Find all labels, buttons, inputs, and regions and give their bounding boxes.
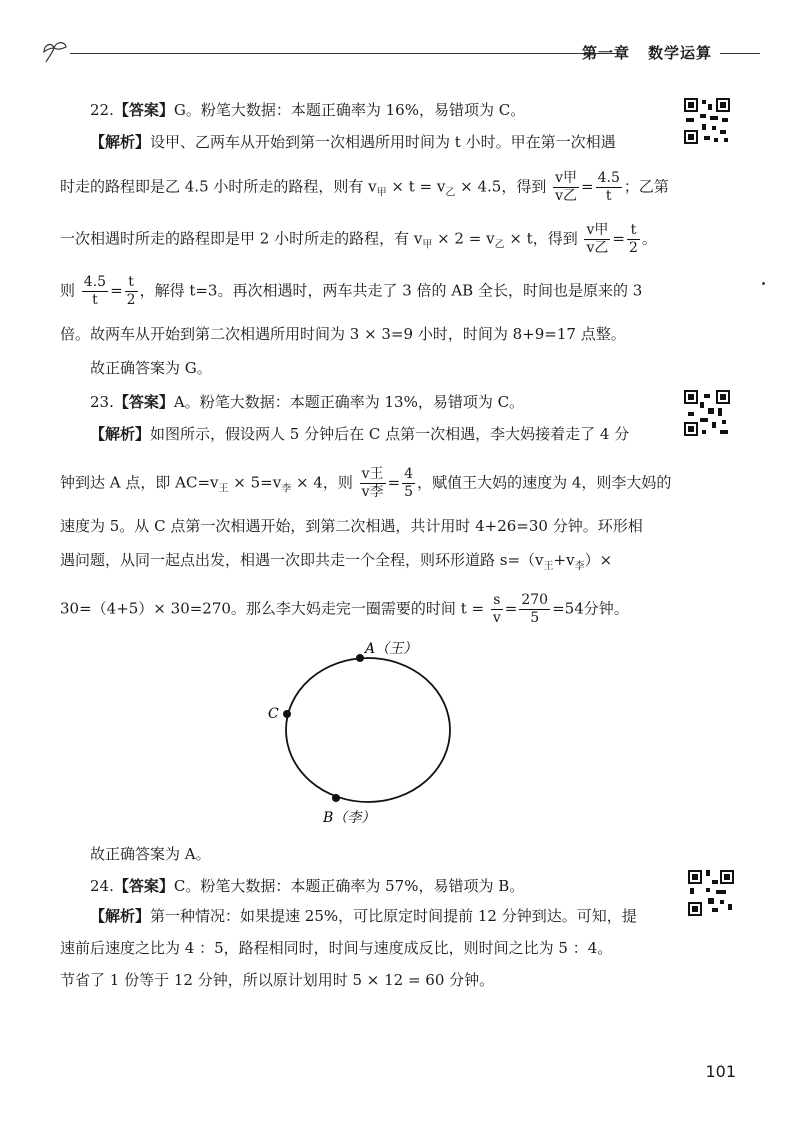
q23-analysis-line-2: 钟到达 A 点，即 $AC=v_王 \times 5=v_李 \times 4$，则 $\frac{\text{v王}}{\text{v李}}$ = $\frac{4}{5}$ ，赋值王大妈的速度为 4，则李大妈的 — [60, 466, 672, 500]
qr-code-q23[interactable] — [682, 388, 732, 438]
circular-track-diagram — [265, 640, 465, 830]
q24-analysis-line-3: 节省了 1 份等于 12 分钟，所以原计划用时 5 × 12 = 60 分钟。 — [60, 971, 495, 989]
point-c — [283, 710, 291, 718]
fraction: $\frac{270}{5}$ — [521, 592, 549, 626]
page-number: 101 — [705, 1062, 736, 1081]
q23-analysis-line-1: 【解析】如图所示，假设两人 5 分钟后在 C 点第一次相遇，李大妈接着走了 4 分 — [90, 425, 630, 443]
label-c: C — [268, 706, 279, 722]
point-a — [356, 654, 364, 662]
q23-analysis-line-5: 30=（4+5）× 30=270。那么李大妈走完一圈需要的时间 t = $\frac{s}{v}$ = $\frac{270}{5}$ =54分钟。 — [60, 592, 629, 626]
q22-analysis-line-5: 倍。故两车从开始到第二次相遇所用时间为 3 × 3=9 小时，时间为 8+9=17 点整。 — [60, 325, 626, 343]
q24-answer: 24.【答案】C。粉笔大数据：本题正确率为 57%，易错项为 B。 — [90, 877, 525, 895]
q23-analysis-line-4: 遇问题，从同一起点出发，相遇一次即共走一个全程，则环形道路 $s=(v_王+v_李)\times$ — [60, 551, 613, 572]
q23-conclusion: 故正确答案为 A。 — [90, 845, 211, 863]
q22-conclusion: 故正确答案为 G。 — [90, 359, 212, 377]
q23-answer: 23.【答案】A。粉笔大数据：本题正确率为 13%，易错项为 C。 — [90, 393, 525, 411]
label-a: A（王） — [365, 641, 418, 657]
q24-analysis-line-2: 速前后速度之比为 4 ：5，路程相同时，时间与速度成反比，则时间之比为 5 ：4。 — [60, 939, 613, 957]
header-rule — [70, 53, 620, 54]
fraction: $\frac{4.5}{t}$ — [83, 274, 107, 308]
circular-track — [286, 658, 450, 802]
fraction: $\frac{\text{v甲}}{\text{v乙}}$ — [586, 222, 609, 256]
fraction: $\frac{s}{v}$ — [492, 592, 501, 626]
stray-mark — [762, 282, 765, 285]
header-rule-end — [720, 53, 760, 54]
fraction: $\frac{4.5}{t}$ — [597, 170, 620, 204]
q22-answer: 22.【答案】G。粉笔大数据：本题正确率为 16%，易错项为 C。 — [90, 101, 526, 119]
fraction: $\frac{\text{v王}}{\text{v李}}$ — [361, 466, 384, 500]
point-b — [332, 794, 340, 802]
leaf-icon — [40, 38, 70, 64]
q23-analysis-line-3: 速度为 5。从 C 点第一次相遇开始，到第二次相遇，共计用时 4+26=30 分钟。环形相 — [60, 517, 643, 535]
qr-code-q22[interactable] — [682, 96, 732, 146]
fraction: $\frac{t}{2}$ — [628, 222, 638, 256]
qr-code-q24[interactable] — [686, 868, 736, 918]
q22-analysis-line-3: 一次相遇时所走的路程即是甲 2 小时所走的路程，有 $v_甲 \times 2 = v_乙 \times t$，得到 $\frac{\text{v甲}}{\text{v乙}}$ = $\frac{t}{2}$ 。 — [60, 222, 657, 256]
q22-analysis-line-1: 【解析】设甲、乙两车从开始到第一次相遇所用时间为 t 小时。甲在第一次相遇 — [90, 133, 616, 151]
chapter-title: 第一章 数学运算 — [581, 44, 712, 62]
fraction: $\frac{\text{v甲}}{\text{v乙}}$ — [555, 170, 578, 204]
page-header — [40, 38, 760, 68]
fraction: $\frac{t}{2}$ — [126, 274, 136, 308]
q24-analysis-line-1: 【解析】第一种情况：如果提速 25%，可比原定时间提前 12 分钟到达。可知，提 — [90, 907, 637, 925]
fraction: $\frac{4}{5}$ — [404, 466, 414, 500]
q22-analysis-line-2: 时走的路程即是乙 4.5 小时所走的路程，则有 $v_甲 \times t = v_乙 \times 4.5$，得到 $\frac{\text{v甲}}{\text{v乙}}$ = $\frac{4.5}{t}$ ；乙第 — [60, 170, 669, 204]
label-b: B（李） — [323, 810, 376, 826]
q22-analysis-line-4: 则 $\frac{4.5}{t}$ = $\frac{t}{2}$ ，解得 t=3。再次相遇时，两车共走了 3 倍的 AB 全长，时间也是原来的 3 — [60, 274, 643, 308]
